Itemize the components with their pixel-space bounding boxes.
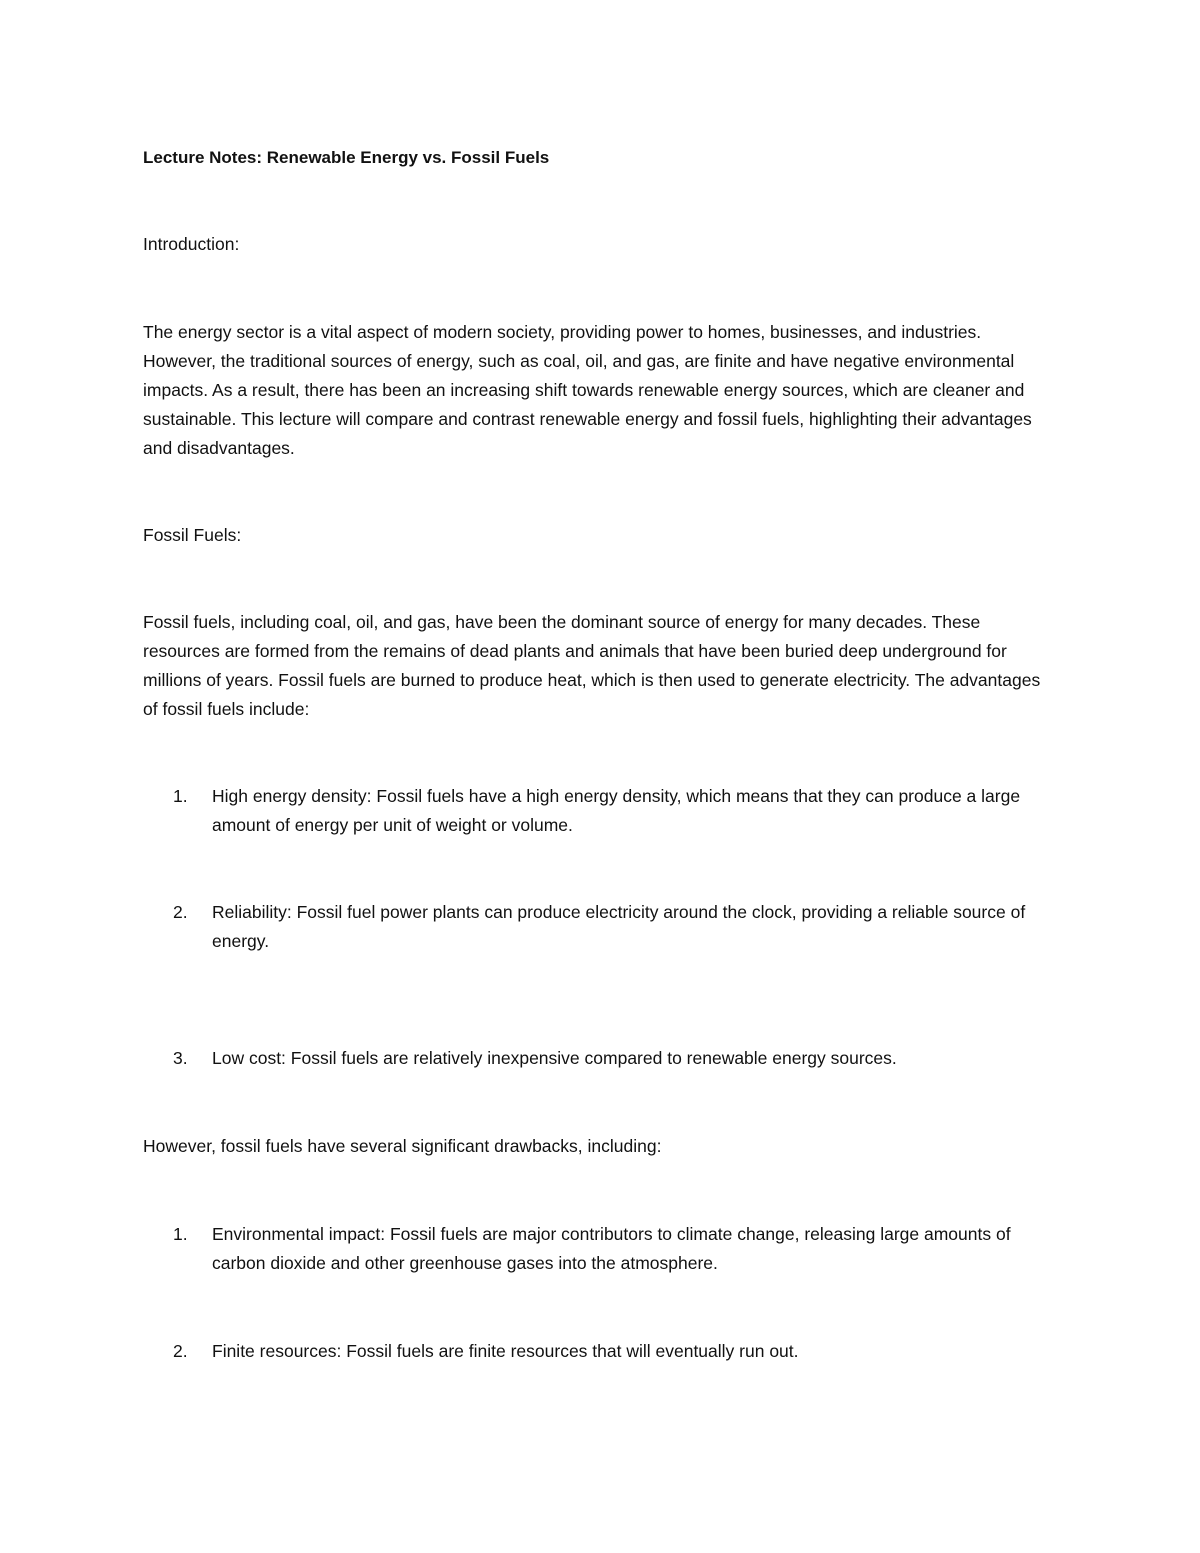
list-item-text: Reliability: Fossil fuel power plants can produce electricity around the clock, providing a reliable source of energy. (212, 902, 1026, 951)
list-number: 2. (173, 902, 188, 922)
section-heading-fossil-fuels: Fossil Fuels: (143, 525, 242, 545)
fossil-fuels-paragraph: Fossil fuels, including coal, oil, and gas, have been the dominant source of energy for many decades. These resources are formed from the remains of dead plants and animals that have been buried deep underground for millions of years. Fossil fuels are burned to produce heat, which is then used to generate electricity. The advantages of fossil fuels include: (143, 612, 1041, 719)
list-item-text: Environmental impact: Fossil fuels are major contributors to climate change, releasing large amounts of carbon dioxide and other greenhouse gases into the atmosphere. (212, 1224, 1011, 1273)
list-number: 1. (173, 786, 188, 806)
list-item-text: Finite resources: Fossil fuels are finite resources that will eventually run out. (212, 1341, 799, 1361)
drawbacks-intro: However, fossil fuels have several significant drawbacks, including: (143, 1136, 662, 1156)
list-item-text: Low cost: Fossil fuels are relatively inexpensive compared to renewable energy sources. (212, 1048, 897, 1068)
list-number: 2. (173, 1341, 188, 1361)
section-heading-introduction: Introduction: (143, 234, 240, 254)
list-number: 3. (173, 1048, 188, 1068)
list-number: 1. (173, 1224, 188, 1244)
introduction-paragraph: The energy sector is a vital aspect of modern society, providing power to homes, businesses, and industries. However, the traditional sources of energy, such as coal, oil, and gas, are finite and have negative environmental impacts. As a result, there has been an increasing shift towards renewable energy sources, which are cleaner and sustainable. This lecture will compare and contrast renewable energy and fossil fuels, highlighting their advantages and disadvantages. (143, 322, 1032, 458)
document-title: Lecture Notes: Renewable Energy vs. Fossil Fuels (143, 148, 550, 167)
list-item-text: High energy density: Fossil fuels have a high energy density, which means that they can produce a large amount of energy per unit of weight or volume. (212, 786, 1021, 835)
